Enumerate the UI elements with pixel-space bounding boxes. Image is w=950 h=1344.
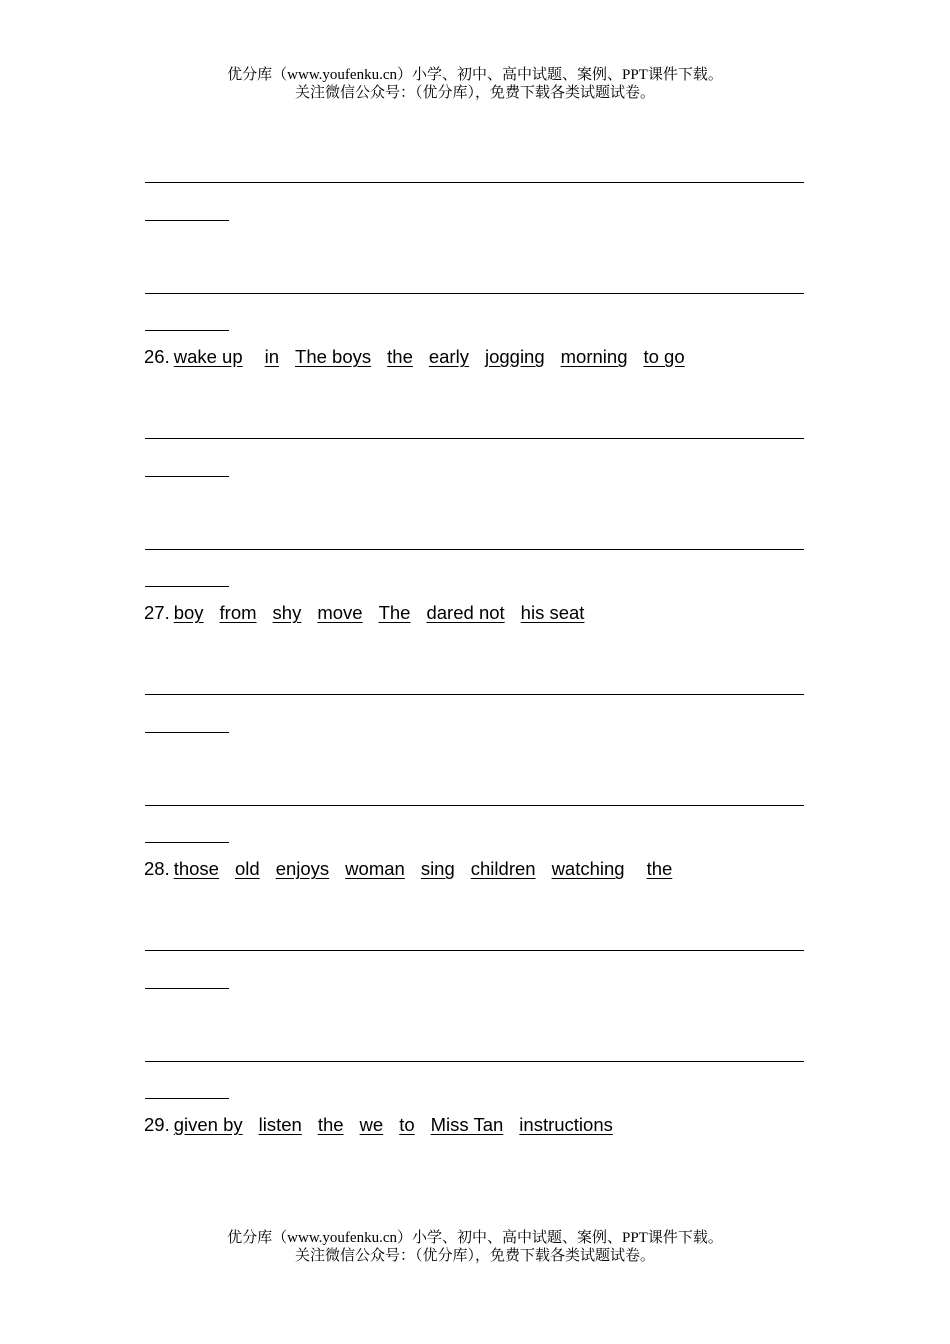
answer-line (145, 549, 804, 550)
word-chip: boy (173, 602, 204, 623)
word-chip: early (428, 346, 469, 367)
answer-line (145, 293, 804, 294)
question-number: 29. (144, 1114, 170, 1135)
answer-line-continuation (145, 330, 229, 331)
header-line-1: 优分库（www.youfenku.cn）小学、初中、高中试题、案例、PPT课件下载。 (227, 67, 723, 83)
word-chip: morning (560, 346, 628, 367)
answer-line-continuation (145, 988, 229, 989)
word-chip: shy (272, 602, 302, 623)
page-header (0, 66, 950, 102)
question-number: 27. (144, 602, 170, 623)
answer-line (145, 950, 804, 951)
word-chip: to go (643, 346, 685, 367)
word-chip: the (387, 346, 413, 367)
footer-line-1: 优分库（www.youfenku.cn）小学、初中、高中试题、案例、PPT课件下载。 (227, 1230, 723, 1246)
answer-line-continuation (145, 476, 229, 477)
header-line-2: 关注微信公众号：（优分库），免费下载各类试题试卷。 (294, 85, 655, 101)
page-footer (0, 1229, 950, 1265)
question-26 (144, 346, 685, 368)
word-chip: wake up (173, 346, 243, 367)
word-chip: move (317, 602, 363, 623)
answer-line (145, 1061, 804, 1062)
answer-line-continuation (145, 220, 229, 221)
word-chip: the (317, 1114, 344, 1135)
answer-line (145, 805, 804, 806)
word-chip: instructions (519, 1114, 613, 1135)
word-chip: dared not (426, 602, 505, 623)
word-chip: the (646, 858, 673, 879)
word-chip: given by (173, 1114, 243, 1135)
answer-line (145, 438, 804, 439)
word-chip: children (470, 858, 536, 879)
word-chip: old (234, 858, 260, 879)
word-chip: to (399, 1114, 415, 1135)
answer-line-continuation (145, 732, 229, 733)
question-27 (144, 602, 584, 624)
question-number: 28. (144, 858, 170, 879)
answer-line-continuation (145, 842, 229, 843)
word-chip: The boys (295, 346, 372, 367)
word-chip: Miss Tan (430, 1114, 504, 1135)
word-chip: The (378, 602, 411, 623)
word-chip: we (359, 1114, 384, 1135)
answer-line-continuation (145, 1098, 229, 1099)
question-29 (144, 1114, 613, 1136)
question-28 (144, 858, 672, 880)
word-chip: enjoys (275, 858, 330, 879)
word-chip: his seat (520, 602, 585, 623)
word-chip: jogging (484, 346, 545, 367)
question-number: 26. (144, 346, 170, 367)
word-chip: woman (345, 858, 405, 879)
answer-line-continuation (145, 586, 229, 587)
answer-line (145, 694, 804, 695)
word-chip: those (173, 858, 219, 879)
word-chip: from (219, 602, 257, 623)
word-chip: sing (420, 858, 455, 879)
word-chip: listen (258, 1114, 302, 1135)
footer-line-2: 关注微信公众号：（优分库），免费下载各类试题试卷。 (294, 1248, 655, 1264)
word-chip: in (264, 346, 280, 367)
answer-line (145, 182, 804, 183)
word-chip: watching (551, 858, 625, 879)
